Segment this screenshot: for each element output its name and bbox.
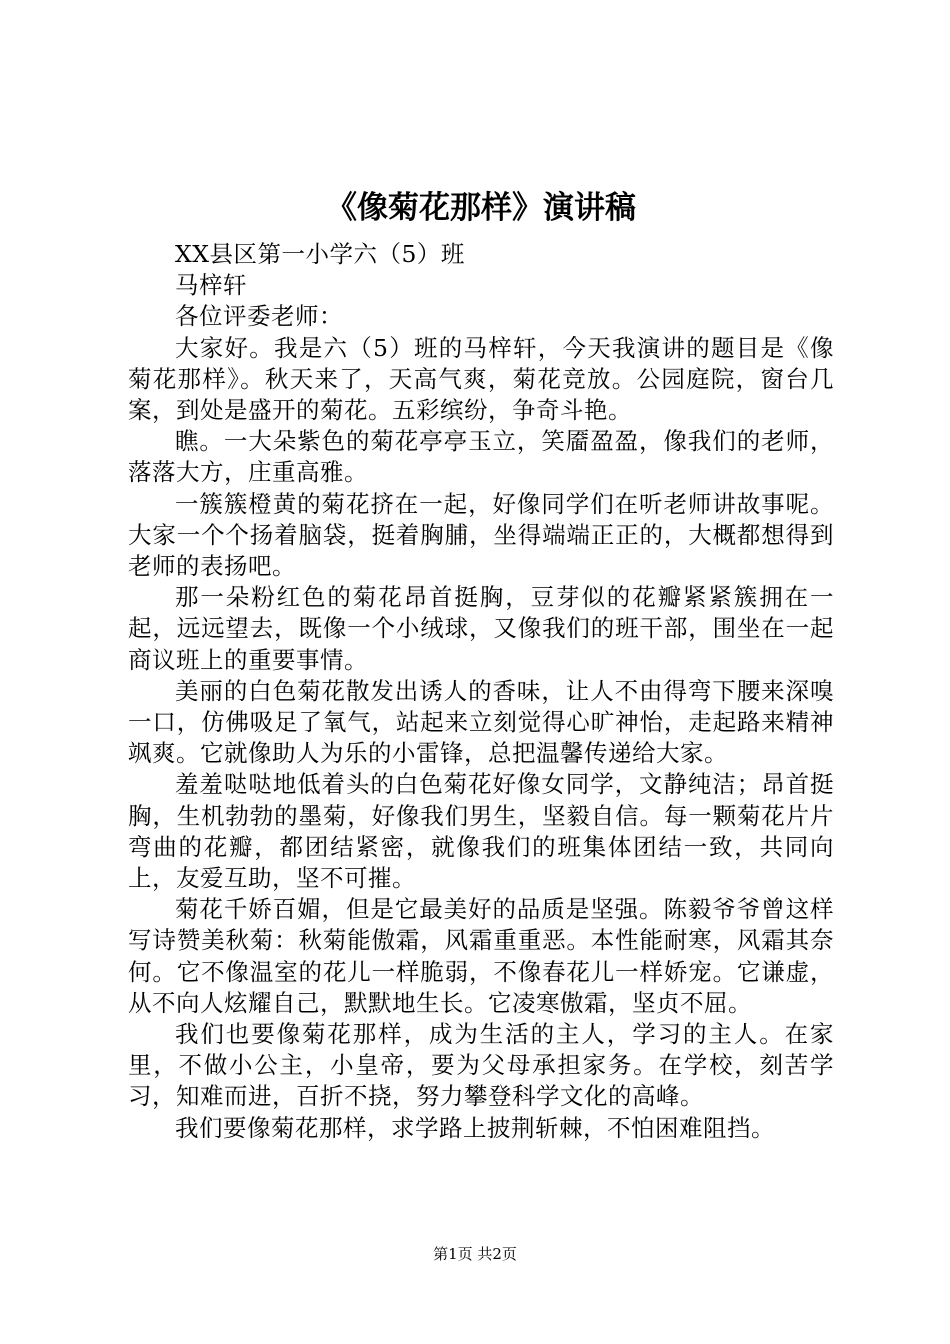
paragraph-purple: 瞧。一大朵紫色的菊花亭亭玉立，笑靥盈盈，像我们的老师，落落大方，庄重高雅。 [128, 427, 834, 487]
document-title: 《像菊花那样》演讲稿 [326, 190, 636, 226]
page-footer: 第1页 共2页 [433, 1245, 517, 1263]
paragraph-pink: 那一朵粉红色的菊花昂首挺胸，豆芽似的花瓣紧紧簇拥在一起，远远望去，既像一个小绒球，又像我们的班干部，围坐在一起商议班上的重要事情。 [128, 583, 834, 674]
paragraph-study: 我们要像菊花那样，求学路上披荆斩棘，不怕困难阻挡。 [175, 1113, 775, 1142]
paragraph-orange: 一簇簇橙黄的菊花挤在一起，好像同学们在听老师讲故事呢。大家一个个扬着脑袋，挺着胸脯，坐得端端正正的，大概都想得到老师的表扬吧。 [128, 489, 834, 581]
paragraph-master: 我们也要像菊花那样，成为生活的主人，学习的主人。在家里，不做小公主，小皇帝，要为父母承担家务。在学校，刻苦学习，知难而进，百折不挠，努力攀登科学文化的高峰。 [128, 1020, 834, 1111]
paragraph-quality: 菊花千娇百媚，但是它最美好的品质是坚强。陈毅爷爷曾这样写诗赞美秋菊：秋菊能傲霜，风霜重重恶。本性能耐寒，风霜其奈何。它不像温室的花儿一样脆弱，不像春花儿一样娇宠。它谦虚，从不向人炫耀自己，默默地生长。它凌寒傲霜，坚贞不屈。 [128, 895, 834, 1017]
author-line: 马梓轩 [175, 271, 247, 300]
salutation: 各位评委老师： [175, 302, 343, 331]
paragraph-intro: 大家好。我是六（5）班的马梓轩，今天我演讲的题目是《像菊花那样》。秋天来了，天高气爽，菊花竞放。公园庭院，窗台几案，到处是盛开的菊花。五彩缤纷，争奇斗艳。 [128, 333, 834, 425]
document-body [128, 239, 834, 1144]
paragraph-white: 美丽的白色菊花散发出诱人的香味，让人不由得弯下腰来深嗅一口，仿佛吸足了氧气，站起来立刻觉得心旷神怡，走起路来精神飒爽。它就像助人为乐的小雷锋，总把温馨传递给大家。 [128, 676, 834, 768]
school-line: XX县区第一小学六（5）班 [175, 240, 465, 268]
paragraph-shy: 羞羞哒哒地低着头的白色菊花好像女同学，文静纯洁；昂首挺胸，生机勃勃的墨菊，好像我们男生，坚毅自信。每一颗菊花片片弯曲的花瓣，都团结紧密，就像我们的班集体团结一致，共同向上，友爱互助，坚不可摧。 [128, 770, 834, 893]
